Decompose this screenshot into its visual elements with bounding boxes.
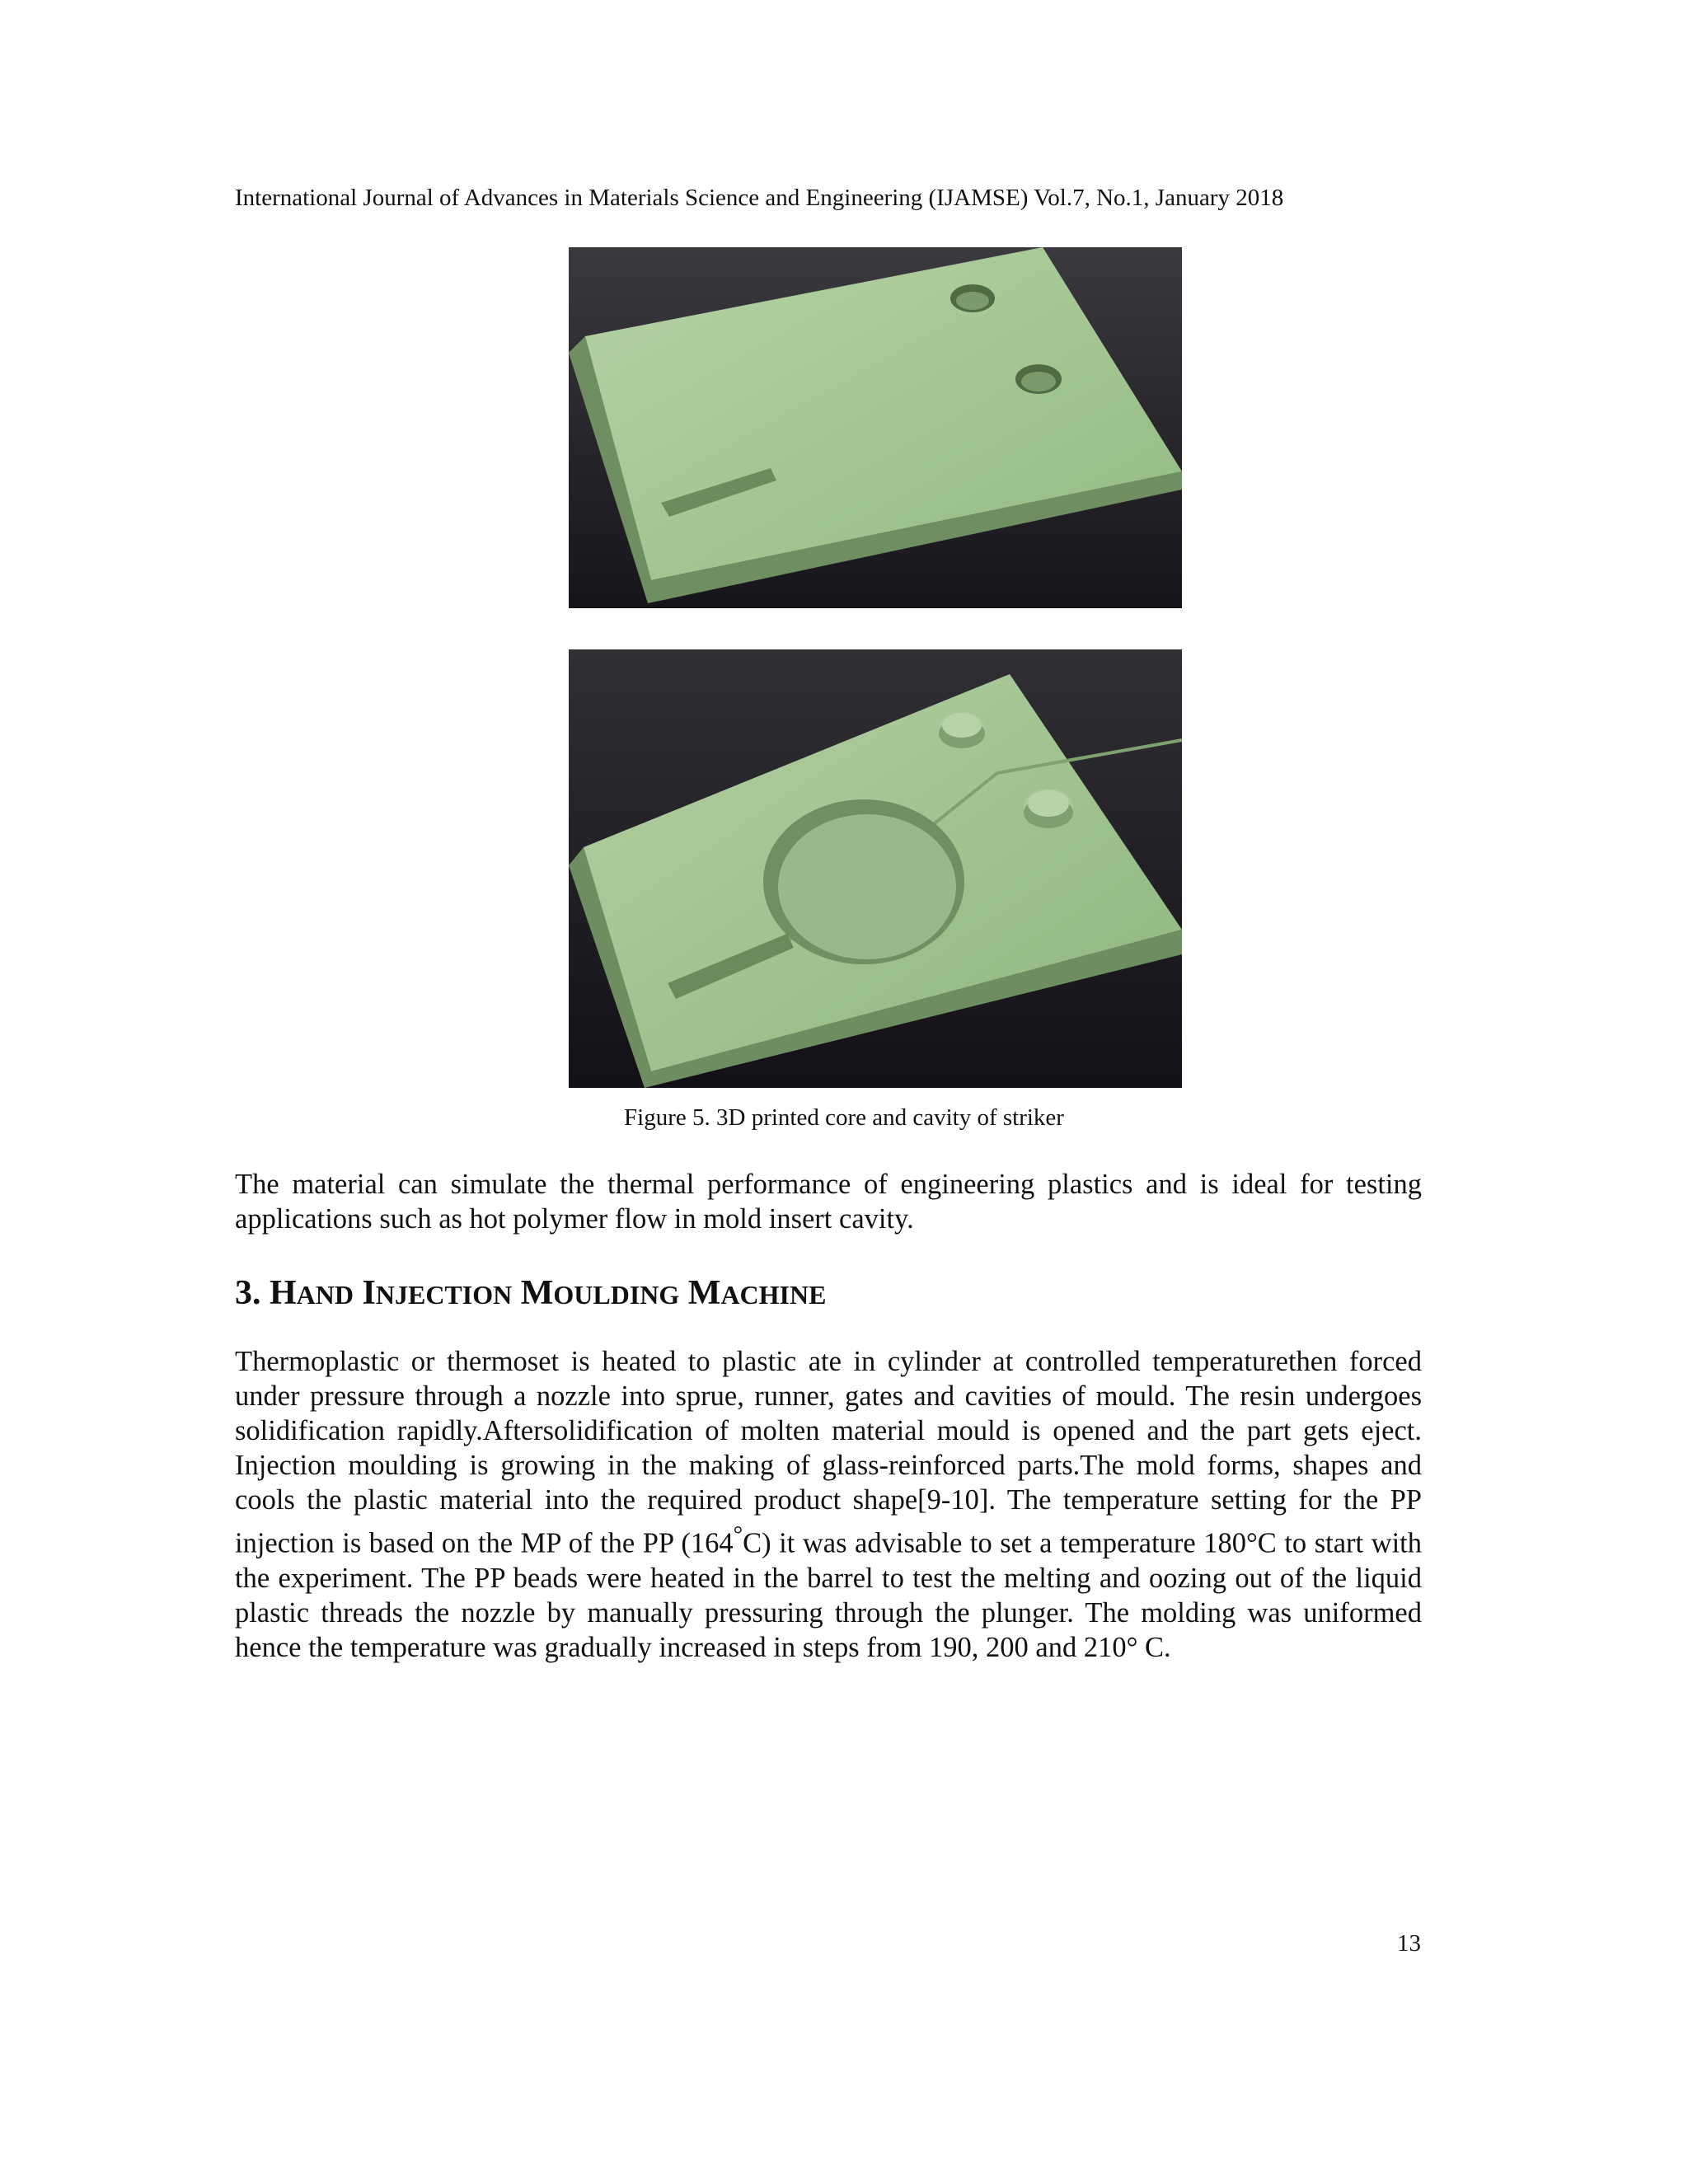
core-plate-photo [569, 247, 1182, 608]
degree-superscript: ° [733, 1521, 743, 1548]
running-head: International Journal of Advances in Materials Science and Engineering (IJAMSE) Vol.7, No.1, January 2018 [235, 185, 1284, 211]
heading-word-machine: MACHINE [687, 1274, 827, 1312]
heading-word-injection: INJECTION [362, 1274, 513, 1312]
page-number: 13 [1397, 1930, 1421, 1957]
heading-word-hand: HAND [270, 1274, 354, 1312]
paragraph-text-part-2: C) it was advisable to set a temperature 180°C to start with the experiment. The PP beads were heated in the barrel to test the melting and oozing out of the liquid plastic threads the nozzle by manually pressuring through the plunger. The molding was uniformed hence the temperature was gradually increased in steps from 190, 200 and 210° C. [235, 1527, 1422, 1663]
section-number: 3. [235, 1274, 261, 1312]
paragraph-material: The material can simulate the thermal performance of engineering plastics and is ideal for testing applications such as hot polymer flow in mold insert cavity. [235, 1169, 1422, 1235]
heading-word-moulding: MOULDING [520, 1274, 680, 1312]
section-heading [235, 1272, 826, 1315]
paragraph-injection-moulding [235, 1344, 1422, 1665]
figure-caption: Figure 5. 3D printed core and cavity of striker [624, 1104, 1064, 1131]
cavity-plate-photo [569, 649, 1182, 1088]
paragraph-text-part-1: Thermoplastic or thermoset is heated to plastic ate in cylinder at controlled temperaturethen forced under pressure through a nozzle into sprue, runner, gates and cavities of mould. The resin undergoes solidification rapidly.Aftersolidification of molten material mould is opened and the part gets eject. Injection moulding is growing in the making of glass-reinforced parts.The mold forms, shapes and cools the plastic material into the required product shape[9-10]. The temperature setting for the PP injection is based on the MP of the PP (164 [235, 1346, 1422, 1559]
